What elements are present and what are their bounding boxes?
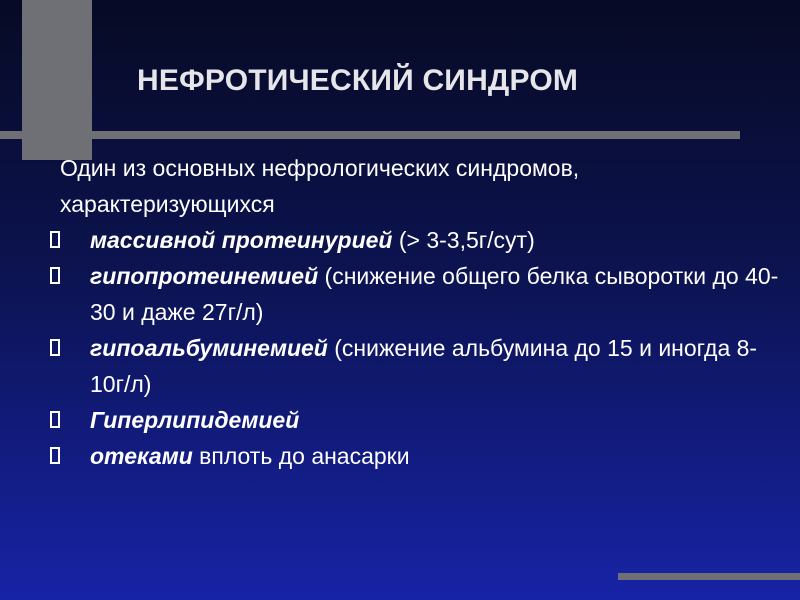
bullet-term: Гиперлипидемией — [90, 407, 300, 433]
bullet-marker-icon — [50, 339, 60, 356]
bullet-text: вплоть до анасарки — [192, 443, 410, 469]
intro-text: Один из основных нефрологических синдромов, характеризующихся — [60, 155, 580, 217]
bullet-item-hypoproteinemia — [50, 258, 780, 330]
decorative-bottom-line — [618, 573, 800, 580]
bullet-list — [50, 222, 780, 474]
slide-title: НЕФРОТИЧЕСКИЙ СИНДРОМ — [137, 64, 579, 97]
bullet-text: (снижение альбумина до 15 и иногда 8-10г/л) — [90, 335, 758, 397]
bullet-item-proteinuria — [50, 222, 780, 258]
bullet-marker-icon — [50, 231, 60, 248]
bullet-text: (> 3-3,5г/сут) — [392, 227, 535, 253]
bullet-marker-icon — [50, 267, 60, 284]
bullet-marker-icon — [50, 447, 60, 464]
bullet-item-edema — [50, 438, 780, 474]
bullet-text: (снижение общего белка сыворотки до 40-30 и даже 27г/л) — [90, 263, 779, 325]
bullet-marker-icon — [50, 411, 60, 428]
decorative-horizontal-line — [0, 131, 740, 139]
bullet-term: отеками — [90, 443, 193, 469]
bullet-item-hyperlipidemia — [50, 402, 780, 438]
bullet-term: гипопротеинемией — [90, 263, 319, 289]
bullet-term: массивной протеинурией — [90, 227, 393, 253]
bullet-item-hypoalbuminemia — [50, 330, 780, 402]
bullet-term: гипоальбуминемией — [90, 335, 328, 361]
